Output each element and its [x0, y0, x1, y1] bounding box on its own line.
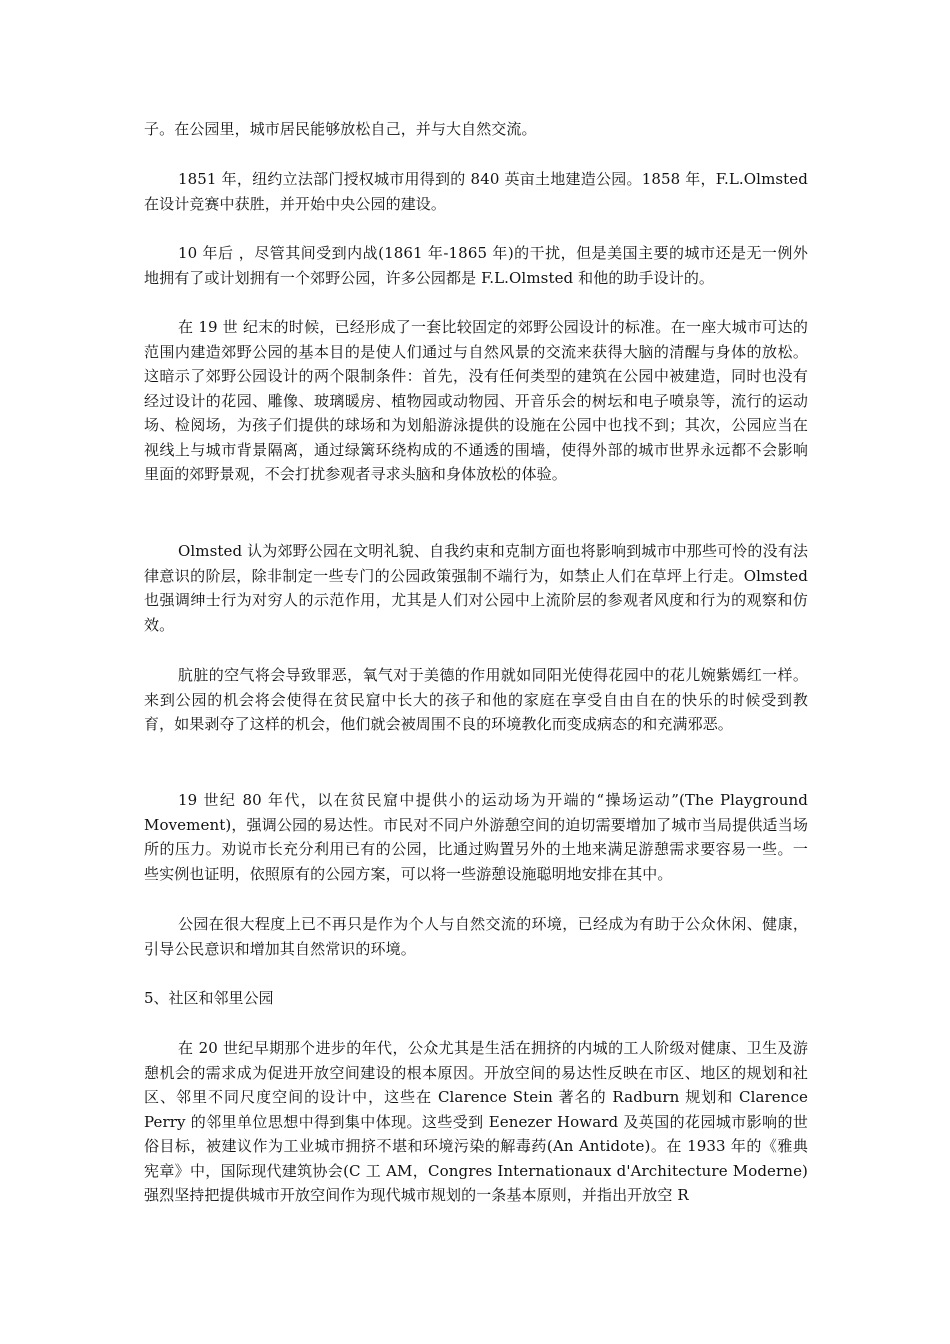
paragraph-neighborhood-parks: 在 20 世纪早期那个进步的年代，公众尤其是生活在拥挤的内城的工人阶级对健康、卫生及游憩机会的需求成为促进开放空间建设的根本原因。开放空间的易达性反映在市区、地区的规划和社区、邻里不同尺度空间的设计中，这些在 Clarence Stein 著名的 Radburn 规划和 Clarence Perry 的邻里单位思想中得到集中体现。这些受到 Eenezer Howard 及英国的花园城市影响的世俗目标，被建议作为工业城市拥挤不堪和环境污染的解毒药(An Antidote)。在 1933 年的《雅典宪章》中，国际现代建筑协会(C 工 AM，Congres Internationaux d'Architecture Moderne)强烈坚持把提供城市开放空间作为现代城市规划的一条基本原则，并指出开放空 R: [144, 1039, 808, 1204]
paragraph-1851-law: 1851 年，纽约立法部门授权城市用得到的 840 英亩土地建造公园。1858 年，F.L.Olmsted 在设计竞赛中获胜，并开始中央公园的建设。: [144, 170, 808, 213]
paragraph-air-virtue: 肮脏的空气将会导致罪恶，氧气对于美德的作用就如同阳光使得花园中的花儿婉紫嫣红一样。来到公园的机会将会使得在贫民窟中长大的孩子和他的家庭在享受自由自在的快乐的时候受到教育，如果剥夺了这样的机会，他们就会被周围不良的环境教化而变成病态的和充满邪恶。: [144, 666, 808, 733]
paragraph-civil-war: 10 年后 ，尽管其间受到内战(1861 年-1865 年)的干扰，但是美国主要的城市还是无一例外地拥有了或计划拥有一个郊野公园，许多公园都是 F.L.Olmsted 和他的助手设计的。: [144, 244, 808, 287]
paragraph-design-standard: 在 19 世 纪末的时候，已经形成了一套比较固定的郊野公园设计的标准。在一座大城市可达的范围内建造郊野公园的基本目的是使人们通过与自然风景的交流来获得大脑的清醒与身体的放松。这暗示了郊野公园设计的两个限制条件：首先，没有任何类型的建筑在公园中被建造，同时也没有经过设计的花园、雕像、玻璃暖房、植物园或动物园、开音乐会的树坛和电子喷泉等，流行的运动场、检阅场，为孩子们提供的球场和为划船游泳提供的设施在公园中也找不到；其次，公园应当在视线上与城市背景隔离，通过绿篱环绕构成的不通透的围墙，使得外部的城市世界永远都不会影响里面的郊野景观，不会打扰参观者寻求头脑和身体放松的体验。: [144, 318, 808, 483]
paragraph-playground-movement: 19 世纪 80 年代，以在贫民窟中提供小的运动场为开端的“操场运动”(The Playground Movement)，强调公园的易达性。市民对不同户外游憩空间的迫切需要增加了城市当局提供适当场所的压力。劝说市长充分利用已有的公园，比通过购置另外的土地来满足游憩需求要容易一些。一些实例也证明，依照原有的公园方案，可以将一些游憩设施聪明地安排在其中。: [144, 791, 808, 883]
paragraph-public-leisure: 公园在很大程度上已不再只是作为个人与自然交流的环境，已经成为有助于公众休闲、健康，引导公民意识和增加其自然常识的环境。: [144, 915, 808, 958]
section-heading: 5、社区和邻里公园: [144, 989, 274, 1007]
paragraph-olmsted-manners: Olmsted 认为郊野公园在文明礼貌、自我约束和克制方面也将影响到城市中那些可怜的没有法律意识的阶层，除非制定一些专门的公园政策强制不端行为，如禁止人们在草坪上行走。Olmsted 也强调绅士行为对穷人的示范作用，尤其是人们对公园中上流阶层的参观者风度和行为的观察和仿效。: [144, 542, 808, 634]
paragraph-continuation: 子。在公园里，城市居民能够放松自己，并与大自然交流。: [144, 120, 537, 138]
